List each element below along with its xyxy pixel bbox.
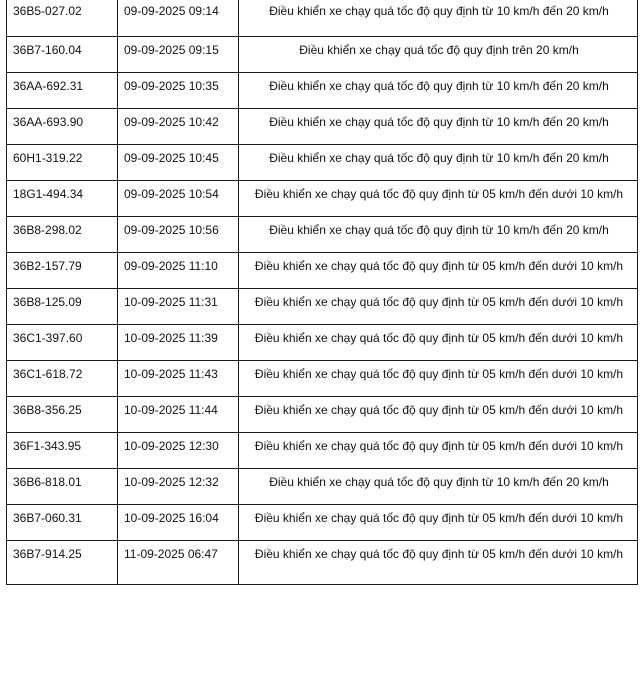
- violation-description-cell: Điều khiển xe chạy quá tốc độ quy định từ 05 km/h đến dưới 10 km/h: [239, 180, 638, 216]
- table-row: [7, 360, 638, 396]
- violation-description-cell: Điều khiển xe chạy quá tốc độ quy định từ 10 km/h đến 20 km/h: [239, 0, 638, 36]
- violations-table: [6, 0, 638, 585]
- table-row: [7, 108, 638, 144]
- table-row: [7, 432, 638, 468]
- violation-description-cell: Điều khiển xe chạy quá tốc độ quy định từ 10 km/h đến 20 km/h: [239, 144, 638, 180]
- license-plate-cell: 36C1-397.60: [7, 324, 118, 360]
- timestamp-cell: 10-09-2025 11:43: [118, 360, 239, 396]
- violation-description-cell: Điều khiển xe chạy quá tốc độ quy định từ 10 km/h đến 20 km/h: [239, 216, 638, 252]
- table-row: [7, 468, 638, 504]
- table-row: [7, 504, 638, 540]
- license-plate-cell: 36B7-160.04: [7, 36, 118, 72]
- table-row: [7, 36, 638, 72]
- license-plate-cell: 36B6-818.01: [7, 468, 118, 504]
- timestamp-cell: 10-09-2025 12:30: [118, 432, 239, 468]
- violation-description-cell: Điều khiển xe chạy quá tốc độ quy định từ 05 km/h đến dưới 10 km/h: [239, 252, 638, 288]
- timestamp-cell: 09-09-2025 10:42: [118, 108, 239, 144]
- license-plate-cell: 60H1-319.22: [7, 144, 118, 180]
- violation-description-cell: Điều khiển xe chạy quá tốc độ quy định từ 05 km/h đến dưới 10 km/h: [239, 540, 638, 584]
- timestamp-cell: 09-09-2025 10:35: [118, 72, 239, 108]
- timestamp-cell: 09-09-2025 10:54: [118, 180, 239, 216]
- license-plate-cell: 36B5-027.02: [7, 0, 118, 36]
- table-row: [7, 396, 638, 432]
- license-plate-cell: 18G1-494.34: [7, 180, 118, 216]
- timestamp-cell: 09-09-2025 10:56: [118, 216, 239, 252]
- license-plate-cell: 36B2-157.79: [7, 252, 118, 288]
- table-row: [7, 324, 638, 360]
- timestamp-cell: 09-09-2025 11:10: [118, 252, 239, 288]
- license-plate-cell: 36B8-125.09: [7, 288, 118, 324]
- license-plate-cell: 36F1-343.95: [7, 432, 118, 468]
- license-plate-cell: 36B7-914.25: [7, 540, 118, 584]
- violation-description-cell: Điều khiển xe chạy quá tốc độ quy định từ 05 km/h đến dưới 10 km/h: [239, 288, 638, 324]
- violation-description-cell: Điều khiển xe chạy quá tốc độ quy định từ 05 km/h đến dưới 10 km/h: [239, 360, 638, 396]
- license-plate-cell: 36C1-618.72: [7, 360, 118, 396]
- violation-description-cell: Điều khiển xe chạy quá tốc độ quy định từ 05 km/h đến dưới 10 km/h: [239, 504, 638, 540]
- license-plate-cell: 36B8-356.25: [7, 396, 118, 432]
- timestamp-cell: 09-09-2025 10:45: [118, 144, 239, 180]
- timestamp-cell: 10-09-2025 12:32: [118, 468, 239, 504]
- license-plate-cell: 36B8-298.02: [7, 216, 118, 252]
- timestamp-cell: 10-09-2025 16:04: [118, 504, 239, 540]
- timestamp-cell: 10-09-2025 11:44: [118, 396, 239, 432]
- timestamp-cell: 09-09-2025 09:14: [118, 0, 239, 36]
- table-row: [7, 144, 638, 180]
- table-row: [7, 216, 638, 252]
- table-row: [7, 180, 638, 216]
- timestamp-cell: 09-09-2025 09:15: [118, 36, 239, 72]
- license-plate-cell: 36AA-692.31: [7, 72, 118, 108]
- table-row: [7, 0, 638, 36]
- violation-description-cell: Điều khiển xe chạy quá tốc độ quy định từ 05 km/h đến dưới 10 km/h: [239, 324, 638, 360]
- table-row: [7, 288, 638, 324]
- table-row: [7, 252, 638, 288]
- table-row: [7, 540, 638, 584]
- violation-description-cell: Điều khiển xe chạy quá tốc độ quy định từ 05 km/h đến dưới 10 km/h: [239, 396, 638, 432]
- license-plate-cell: 36B7-060.31: [7, 504, 118, 540]
- violations-table-body: [7, 0, 638, 584]
- license-plate-cell: 36AA-693.90: [7, 108, 118, 144]
- timestamp-cell: 10-09-2025 11:31: [118, 288, 239, 324]
- table-row: [7, 72, 638, 108]
- timestamp-cell: 11-09-2025 06:47: [118, 540, 239, 584]
- violation-description-cell: Điều khiển xe chạy quá tốc độ quy định từ 10 km/h đến 20 km/h: [239, 468, 638, 504]
- violation-description-cell: Điều khiển xe chạy quá tốc độ quy định từ 05 km/h đến dưới 10 km/h: [239, 432, 638, 468]
- violation-description-cell: Điều khiển xe chạy quá tốc độ quy định trên 20 km/h: [239, 36, 638, 72]
- violation-description-cell: Điều khiển xe chạy quá tốc độ quy định từ 10 km/h đến 20 km/h: [239, 72, 638, 108]
- timestamp-cell: 10-09-2025 11:39: [118, 324, 239, 360]
- violation-description-cell: Điều khiển xe chạy quá tốc độ quy định từ 10 km/h đến 20 km/h: [239, 108, 638, 144]
